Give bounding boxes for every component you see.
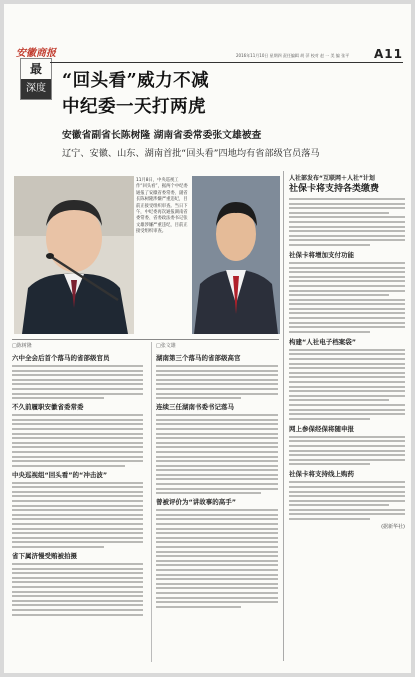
right-section-2: 构建“人社电子档案袋” [289,337,357,346]
column-zhang-wenxiong [151,342,278,662]
photo-zhang-wenxiong [192,176,280,334]
page-number: A11 [374,47,403,61]
header-rule [50,62,403,63]
column-a-body-4 [12,563,143,616]
subheadline-1: 安徽省副省长陈树隆 湖南省委常委张文雄被查 [62,130,262,141]
right-section-4: 社保卡将支持线上购药 [289,470,354,479]
column-b-body-2 [156,414,278,494]
section-divider [12,339,279,340]
right-title: 社保卡将支持各类缴费 [289,184,380,194]
column-a-head-2: 不久前履职安徽省委常委 [12,403,84,412]
right-body-text-1 [289,198,405,246]
dateline: 2016年11月10日 星期四 责任编辑 胡 萍 校对 赵 一 美 编 张平 [236,53,350,58]
right-kicker: 人社部发布“互联网＋人社”计划 [289,175,375,182]
right-source: (据新华社) [381,523,405,530]
column-b-body-1 [156,365,278,399]
column-a-body-1 [12,365,143,399]
column-chen-shulong [12,342,143,662]
paper-logo: 安徽商报 [16,48,56,59]
column-b-byline: □张文雄 [156,343,176,349]
right-body-text-4 [289,436,405,466]
column-badge-bottom: 深度 [21,79,51,99]
column-a-byline: □陈树隆 [12,343,32,349]
right-section-3: 网上参保经保将随申报 [289,424,354,433]
column-badge [20,58,52,100]
subheadline-2: 辽宁、安徽、山东、湖南首批“回头看”四地均有省部级官员落马 [62,148,320,159]
right-body-text-2 [289,262,405,333]
column-a-body-2 [12,414,143,467]
right-body-text-5 [289,481,405,520]
headline-line-2: 中纪委一天打两虎 [62,97,206,117]
photo-caption: 11月8日，中央巡视工作“回头看”，据两个中纪委通报了安徽省委常委、副省长陈树隆涉嫌严重违纪，目前正接受组织审查。当日下午，中纪委再次通报湖南省委常委、省委政法委书记张文雄涉嫌严重违纪，目前正接受组织审查。 [136,178,188,235]
right-section-1: 社保卡将增加支付功能 [289,250,354,259]
newspaper-page [4,4,411,673]
right-body-text-3 [289,349,405,420]
column-b-head-1: 湖南第三个落马的省部级高官 [156,354,241,362]
column-b-body-3 [156,509,278,607]
column-badge-top: 最 [29,62,42,76]
right-column-article [283,171,405,661]
column-a-head-1: 六中全会后首个落马的省部级官员 [12,354,110,362]
column-a-head-3: 中央巡视组“回头看”的“冲击波” [12,470,108,479]
column-b-head-2: 连续三任湖南书委书记落马 [156,403,234,412]
column-a-head-4: 省下属济慢受贿被拍摄 [12,552,77,560]
headline-line-1: “回头看”威力不减 [62,71,210,91]
photo-chen-shulong [14,176,134,334]
column-a-body-3 [12,482,143,548]
column-b-head-3: 曾被评价为“讲故事的高手” [156,498,237,507]
